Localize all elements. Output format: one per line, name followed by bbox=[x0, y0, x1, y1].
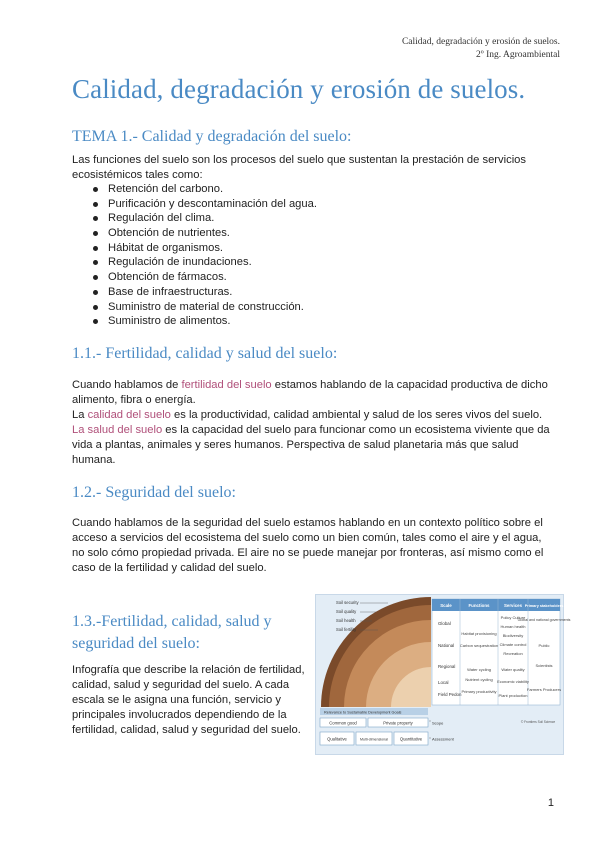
heading-line: seguridad del suelo: bbox=[72, 635, 200, 652]
layer-label: Soil security bbox=[336, 600, 359, 605]
function-label: Water cycling bbox=[467, 667, 491, 672]
text-run: estamos hablando de la capacidad productiva de dicho alimento, fibra o energía. bbox=[72, 379, 548, 406]
text-run: es la capacidad del suelo para funcionar como un ecosistema viviente que da vida a plantas, animales y seres humanos. Perspectiva de salud planetaria más que salud humana. bbox=[72, 424, 550, 466]
list-item: Hábitat de organismos. bbox=[72, 241, 317, 256]
service-label: Policy Culture bbox=[500, 615, 526, 620]
scale-label: Local bbox=[438, 680, 449, 685]
list-item: Obtención de fármacos. bbox=[72, 270, 317, 285]
service-label: Plant production bbox=[498, 693, 528, 698]
assessment-label: Qualitative bbox=[327, 736, 347, 742]
layer-label: Soil fertility bbox=[336, 627, 357, 632]
section-1-2-body: Cuando hablamos de la seguridad del suelo estamos hablando en un contexto político sobre el acceso a servicios del ecosistema del suelo como un bien común, tales como el aire y el agua, no solo cómo propiedad privada. El aire no se puede manejar por fronteras, así mismo como el caso de la fertilidad y calidad del suelo. bbox=[72, 517, 544, 574]
function-label: Habitat provisioning bbox=[461, 631, 497, 636]
function-label: Primary productivity bbox=[461, 689, 497, 694]
section-1-3-heading bbox=[72, 611, 272, 655]
section-1-2-heading: 1.2.- Seguridad del suelo: bbox=[72, 484, 236, 501]
stakeholder-label: Public bbox=[538, 643, 550, 648]
sdg-banner-text: Relevance to Sustainable Development Goals bbox=[324, 710, 402, 715]
page-number: 1 bbox=[547, 797, 554, 809]
tema1-intro: Las funciones del suelo son los procesos del suelo que sustentan la prestación de servicios ecosistémicos tales como: bbox=[72, 154, 526, 181]
document-title: Calidad, degradación y erosión de suelos. bbox=[72, 74, 526, 104]
service-label: Climate control bbox=[499, 642, 527, 647]
soil-infographic bbox=[315, 594, 571, 755]
service-label: Human health bbox=[500, 624, 526, 629]
column-header: Scale bbox=[440, 603, 452, 608]
list-item: Retención del carbono. bbox=[72, 182, 317, 197]
list-item: Purificación y descontaminación del agua. bbox=[72, 197, 317, 212]
list-item: Suministro de material de construcción. bbox=[72, 300, 317, 315]
assessment-axis-label: Assessment bbox=[432, 736, 454, 742]
assessment-label: Multi-dimensional bbox=[360, 737, 388, 742]
scale-label: Regional bbox=[438, 664, 456, 669]
stakeholder-label: Global and national governments bbox=[517, 618, 571, 622]
fertility-paragraph bbox=[72, 378, 552, 408]
infographic-svg bbox=[316, 595, 571, 754]
section-1-1-heading: 1.1.- Fertilidad, calidad y salud del suelo: bbox=[72, 345, 338, 362]
text-run: La bbox=[72, 409, 88, 421]
column-header: Services bbox=[503, 603, 523, 608]
text-run: Cuando hablamos de bbox=[72, 379, 182, 391]
service-label: Biodiversity bbox=[502, 633, 524, 638]
term-quality: calidad del suelo bbox=[87, 409, 171, 421]
column-header: Functions bbox=[468, 603, 490, 608]
quality-paragraph bbox=[72, 408, 552, 423]
list-item: Suministro de alimentos. bbox=[72, 314, 317, 329]
term-health: La salud del suelo bbox=[72, 424, 163, 436]
credit-text: © Frontiers Soil Science bbox=[520, 720, 556, 724]
scale-label: Global bbox=[438, 621, 451, 626]
scale-label: National bbox=[438, 643, 455, 648]
list-item: Regulación del clima. bbox=[72, 211, 317, 226]
tema1-heading: TEMA 1.- Calidad y degradación del suelo: bbox=[72, 128, 352, 145]
function-label: Carbon sequestration bbox=[459, 643, 499, 648]
text-run: es la productividad, calidad ambiental y salud de los seres vivos del suelo. bbox=[170, 409, 543, 421]
list-item: Obtención de nutrientes. bbox=[72, 226, 317, 241]
heading-line: 1.3.-Fertilidad, calidad, salud y bbox=[72, 613, 272, 630]
list-item: Base de infraestructuras. bbox=[72, 285, 317, 300]
assessment-label: Quantitative bbox=[399, 736, 423, 742]
goods-label: Common good bbox=[329, 720, 357, 726]
layer-label: Soil quality bbox=[336, 609, 357, 614]
service-label: Water quality bbox=[501, 667, 525, 672]
list-item: Regulación de inundaciones. bbox=[72, 255, 317, 270]
stakeholder-label: Scientists bbox=[535, 663, 553, 668]
term-fertility: fertilidad del suelo bbox=[181, 379, 272, 391]
function-label: Nutrient cycling bbox=[465, 677, 493, 682]
section-1-3-body: Infografía que describe la relación de fertilidad, calidad, salud y seguridad del suelo. A cada escala se le asigna una función, servicio y principales involucrados dependiendo de la fertilidad, calidad, salud y seguridad del suelo. bbox=[72, 664, 305, 736]
section-1-1-body bbox=[72, 378, 552, 468]
column-header: Primary stakeholders bbox=[524, 604, 564, 608]
service-label: Economic viability bbox=[497, 679, 529, 684]
scale-label: Field Pedon bbox=[438, 692, 462, 697]
scope-label: Scope bbox=[432, 720, 444, 726]
health-paragraph bbox=[72, 423, 552, 468]
page-header bbox=[402, 36, 560, 62]
stakeholder-label: Farmers Producers bbox=[526, 687, 562, 692]
function-list bbox=[72, 182, 317, 329]
service-label: Recreation bbox=[503, 651, 523, 656]
header-line-2: 2º Ing. Agroambiental bbox=[476, 50, 560, 60]
header-line-1: Calidad, degradación y erosión de suelos. bbox=[401, 37, 560, 47]
layer-label: Soil health bbox=[336, 618, 356, 623]
goods-label: Private property bbox=[383, 720, 413, 726]
